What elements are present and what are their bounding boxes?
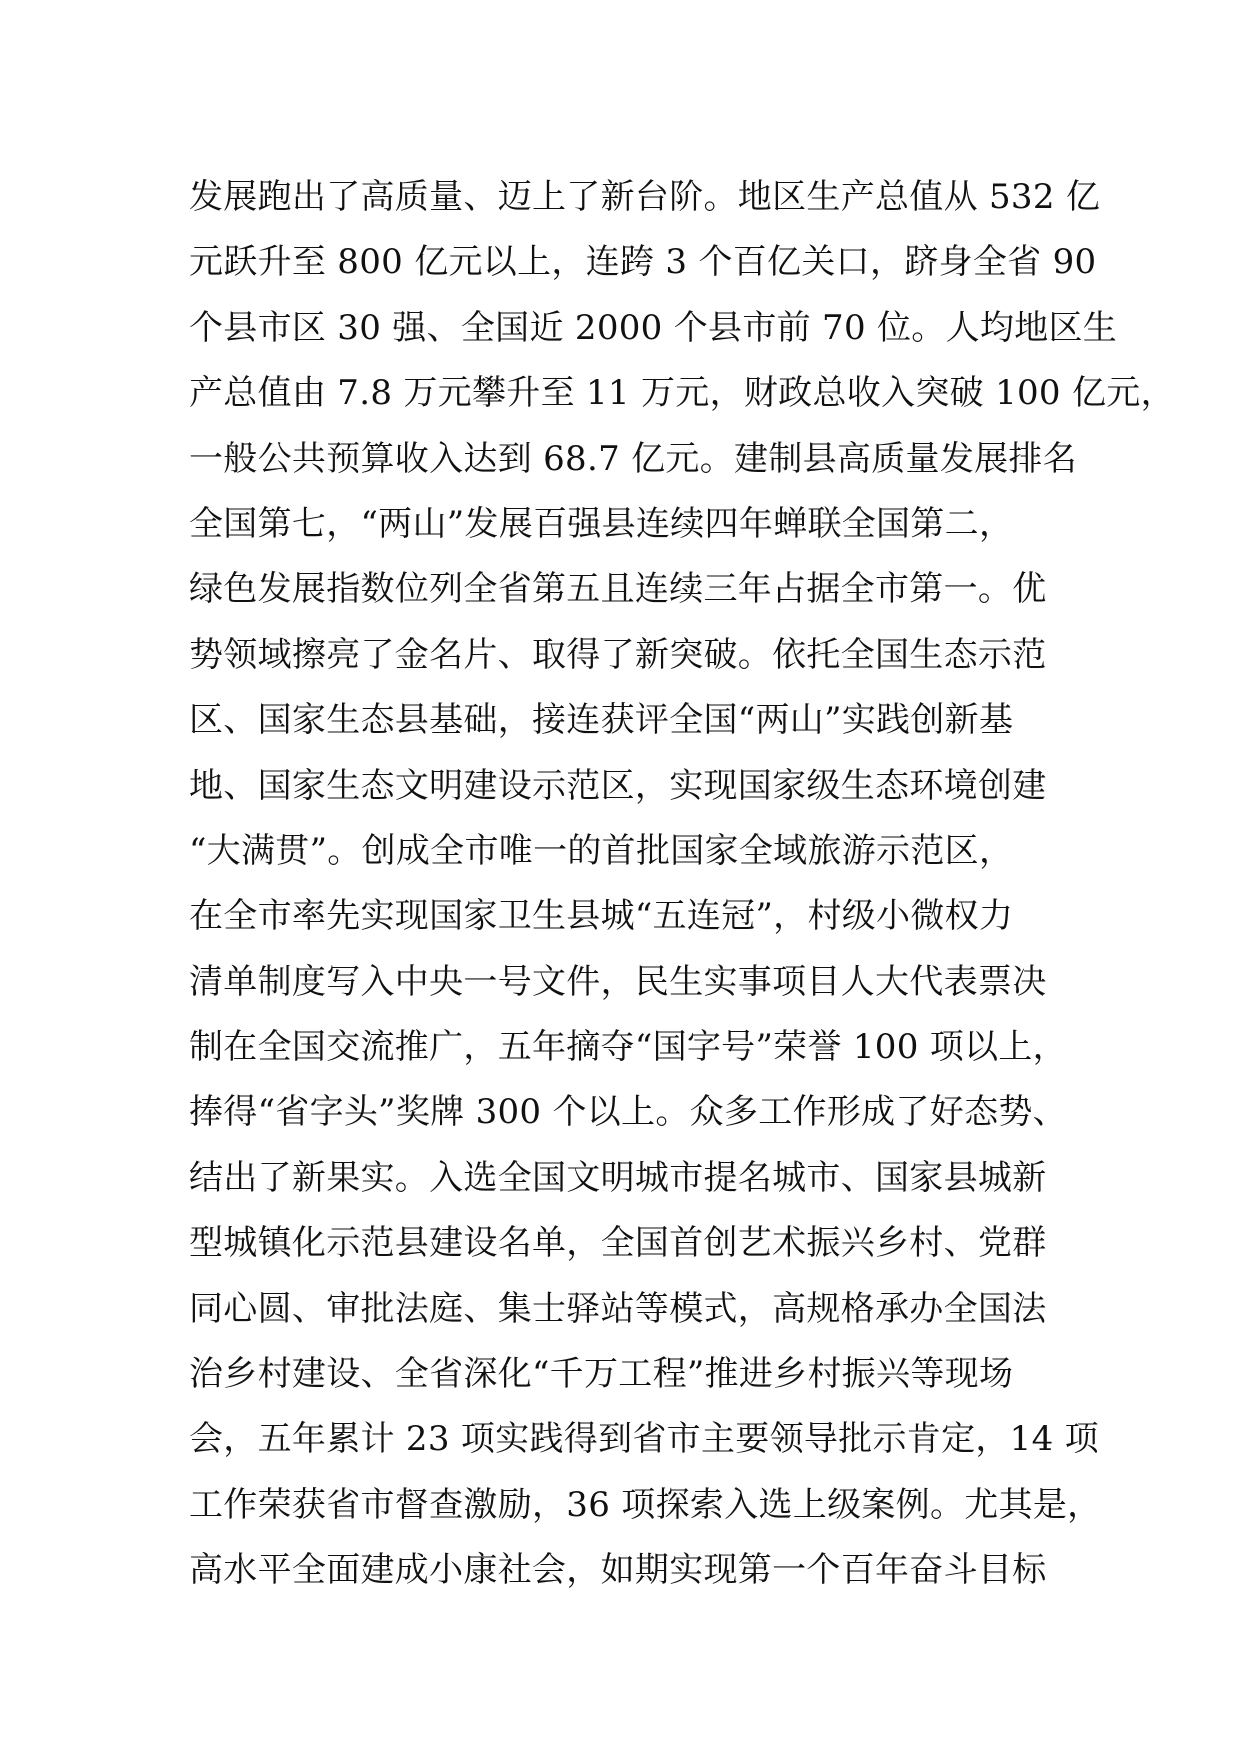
text-line: 高水平全面建成小康社会，如期实现第一个百年奋斗目标: [189, 1550, 1047, 1591]
text-line: 清单制度写入中央一号文件，民生实事项目人大代表票决: [189, 961, 1047, 1002]
text-line: 发展跑出了高质量、迈上了新台阶。地区生产总值从 532 亿: [189, 177, 1101, 217]
text-line: 治乡村建设、全省深化“千万工程”推进乡村振兴等现场: [189, 1354, 1014, 1395]
text-line: 绿色发展指数位列全省第五且连续三年占据全市第一。优: [189, 569, 1047, 610]
text-line: 全国第七，“两山”发展百强县连续四年蝉联全国第二，: [189, 503, 1014, 544]
body-paragraph: [189, 165, 1175, 1604]
text-line: 产总值由 7.8 万元攀升至 11 万元，财政总收入突破 100 亿元，: [189, 373, 1175, 414]
text-line: 型城镇化示范县建设名单，全国首创艺术振兴乡村、党群: [189, 1223, 1047, 1264]
text-line: 个县市区 30 强、全国近 2000 个县市前 70 位。人均地区生: [189, 307, 1118, 348]
text-line: 地、国家生态文明建设示范区，实现国家级生态环境创建: [189, 765, 1047, 806]
text-line: 结出了新果实。入选全国文明城市提名城市、国家县城新: [189, 1157, 1047, 1198]
text-line: “大满贯”。创成全市唯一的首批国家全域旅游示范区，: [189, 830, 1014, 871]
text-line: 制在全国交流推广，五年摘夺“国字号”荣誉 100 项以上，: [189, 1027, 1067, 1068]
text-line: 区、国家生态县基础，接连获评全国“两山”实践创新基: [189, 700, 1014, 741]
text-line: 一般公共预算收入达到 68.7 亿元。建制县高质量发展排名: [189, 438, 1078, 479]
text-line: 在全市率先实现国家卫生县城“五连冠”，村级小微权力: [189, 896, 1014, 937]
text-line: 同心圆、审批法庭、集士驿站等模式，高规格承办全国法: [189, 1288, 1047, 1329]
text-line: 会，五年累计 23 项实践得到省市主要领导批示肯定，14 项: [189, 1419, 1099, 1460]
text-line: 捧得“省字头”奖牌 300 个以上。众多工作形成了好态势、: [189, 1092, 1067, 1133]
text-line: 工作荣获省市督查激励，36 项探索入选上级案例。尤其是，: [189, 1484, 1102, 1525]
text-line: 元跃升至 800 亿元以上，连跨 3 个百亿关口，跻身全省 90: [189, 242, 1097, 283]
text-line: 势领域擦亮了金名片、取得了新突破。依托全国生态示范: [189, 634, 1047, 675]
